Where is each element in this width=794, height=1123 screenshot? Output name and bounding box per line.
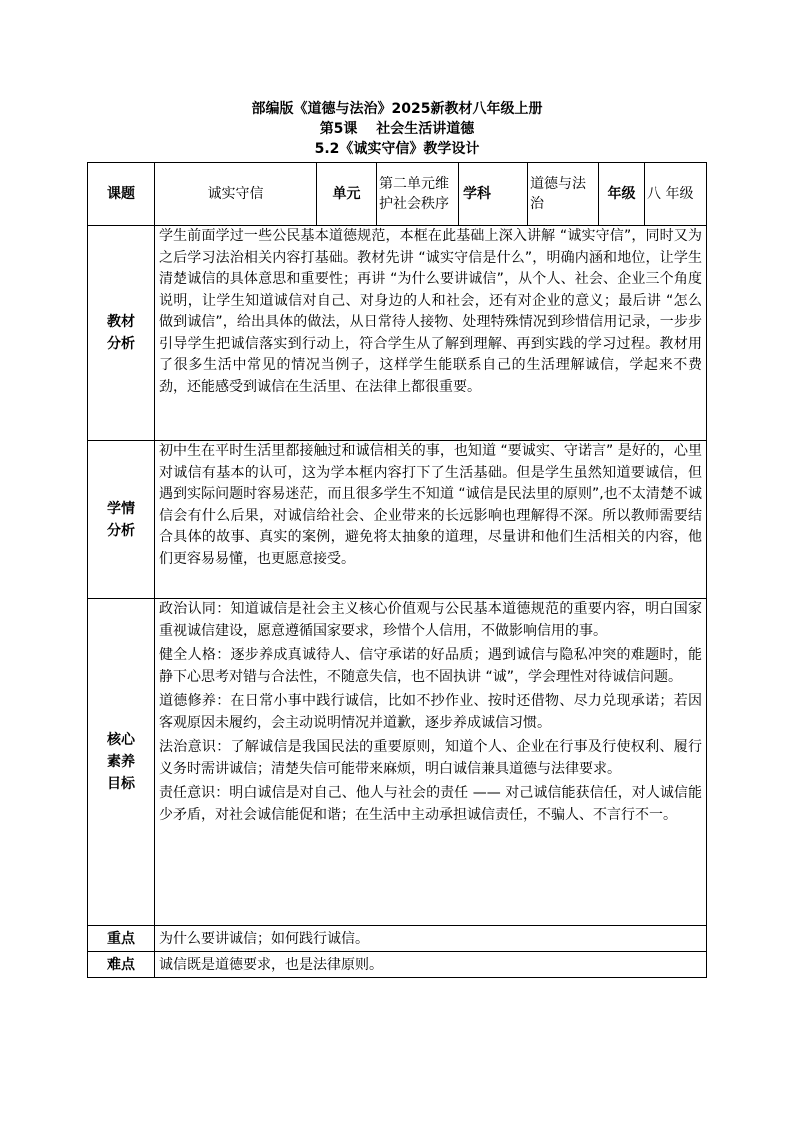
topic-label: 课题 <box>88 163 155 226</box>
unit-label: 单元 <box>317 163 377 226</box>
goal-sound-personality: 健全人格：逐步养成真诚待人、信守承诺的好品质；遇到诚信与隐私冲突的难题时，能静下心思考对错与合法性，不随意失信，也不固执讲 “诚”，学会理性对待诚信问题。 <box>159 647 702 685</box>
document-title: 部编版《道德与法治》2025新教材八年级上册 <box>251 101 543 117</box>
textbook-analysis-label-text: 教材分析 <box>107 314 135 352</box>
core-goals-content <box>155 599 707 926</box>
subject-label: 学科 <box>459 163 528 226</box>
textbook-analysis-content <box>155 226 707 441</box>
textbook-analysis-row <box>88 226 707 441</box>
lesson-title: 第5课 社会生活讲道德 <box>319 121 475 137</box>
grade-value: 八 年级 <box>645 163 707 226</box>
key-point-content: 为什么要讲诚信；如何践行诚信。 <box>155 926 707 952</box>
goal-moral-cultivation: 道德修养：在日常小事中践行诚信，比如不抄作业、按时还借物、尽力兑现承诺；若因客观原因未履约，会主动说明情况并道歉，逐步养成诚信习惯。 <box>159 693 702 731</box>
difficult-point-row <box>88 952 707 978</box>
key-point-label: 重点 <box>88 926 155 952</box>
core-goals-row <box>88 599 707 926</box>
textbook-analysis-label <box>88 226 155 441</box>
document-title-block <box>0 99 794 159</box>
goal-rule-of-law: 法治意识：了解诚信是我国民法的重要原则，知道个人、企业在行事及行使权利、履行义务时需讲诚信；清楚失信可能带来麻烦，明白诚信兼具道德与法律要求。 <box>159 739 702 777</box>
goal-political-identity: 政治认同：知道诚信是社会主义核心价值观与公民基本道德规范的重要内容，明白国家重视诚信建设，愿意遵循国家要求，珍惜个人信用，不做影响信用的事。 <box>159 601 702 639</box>
unit-value: 第二单元维护社会秩序 <box>377 163 459 226</box>
core-goals-label-text: 核心素养目标 <box>107 732 135 792</box>
grade-label: 年级 <box>599 163 645 226</box>
goal-responsibility: 责任意识：明白诚信是对自己、他人与社会的责任 —— 对己诚信能获信任，对人诚信能少矛盾，对社会诚信能促和谐；在生活中主动承担诚信责任，不骗人、不言行不一。 <box>159 785 702 823</box>
student-analysis-label-text: 学情分析 <box>107 500 135 539</box>
lesson-plan-table <box>87 162 707 978</box>
core-goals-label <box>88 599 155 926</box>
student-analysis-text: 初中生在平时生活里都接触过和诚信相关的事，也知道 “要诚实、守诺言” 是好的，心里对诚信有基本的认可，这为学本框内容打下了生活基础。但是学生虽然知道要诚信，但遇到实际问题时容易迷茫，而且很多学生不知道 “诚信是民法里的原则”,也不太清楚不诚信会有什么后果，对诚信给社会、企业带来的长远影响也理解得不深。所以教师需要结合具体的故事、真实的案例，避免将太抽象的道理，尽量讲和他们生活相关的内容，他们更容易易懂，也更愿意接受。 <box>159 443 702 567</box>
header-row <box>88 163 707 226</box>
difficult-point-content: 诚信既是道德要求，也是法律原则。 <box>155 952 707 978</box>
student-analysis-row <box>88 441 707 599</box>
student-analysis-label <box>88 441 155 599</box>
subject-value: 道德与法治 <box>528 163 599 226</box>
topic-value: 诚实守信 <box>155 163 317 226</box>
student-analysis-content <box>155 441 707 599</box>
textbook-analysis-text: 学生前面学过一些公民基本道德规范，本框在此基础上深入讲解 “诚实守信”，同时又为之后学习法治相关内容打基础。教材先讲 “诚实守信是什么”，明确内涵和地位，让学生清楚诚信的具体意思和重要性；再讲 “为什么要讲诚信”，从个人、社会、企业三个角度说明，让学生知道诚信对自己、对身边的人和社会，还有对企业的意义；最后讲 “怎么做到诚信”，给出具体的做法，从日常待人接物、处理特殊情况到珍惜信用记录，一步步引导学生把诚信落实到行动上，符合学生从了解到理解、再到实践的学习过程。教材用了很多生活中常见的情况当例子，这样学生能联系自己的生活理解诚信，学起来不费劲，还能感受到诚信在生活里、在法律上都很重要。 <box>159 228 702 395</box>
section-title: 5.2《诚实守信》教学设计 <box>314 141 480 157</box>
difficult-point-label: 难点 <box>88 952 155 978</box>
key-point-row <box>88 926 707 952</box>
